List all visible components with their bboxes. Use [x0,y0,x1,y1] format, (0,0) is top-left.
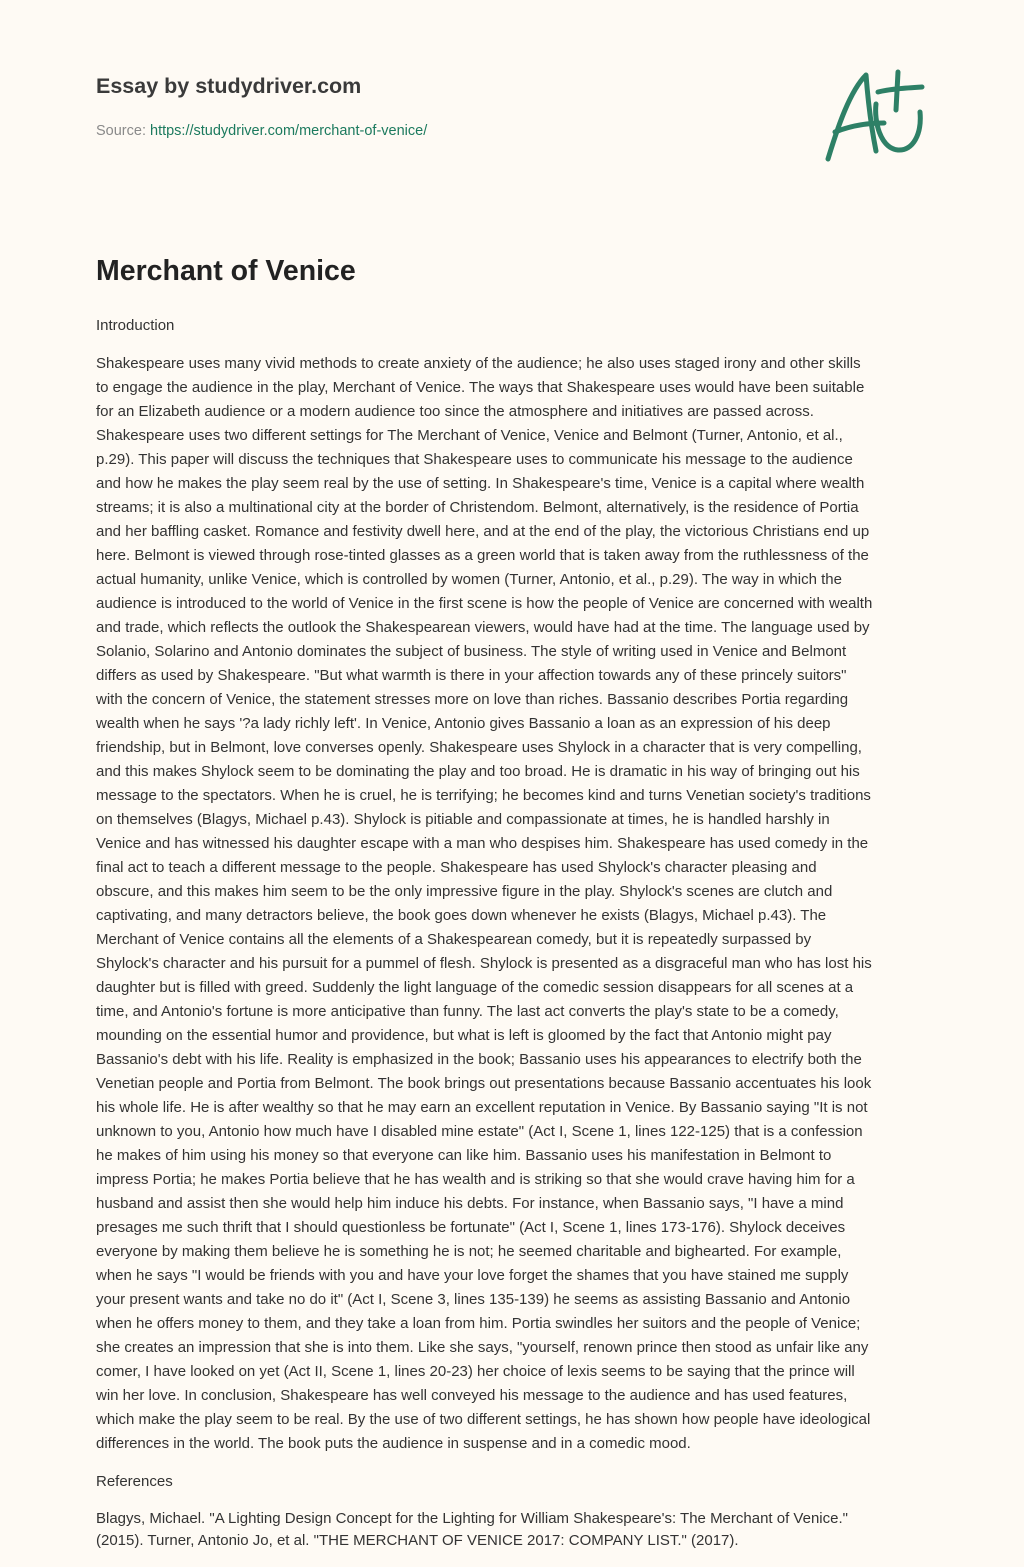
introduction-heading: Introduction [96,317,175,334]
site-title: Essay by studydriver.com [96,74,362,98]
essay-title: Merchant of Venice [96,255,356,287]
source-link[interactable]: https://studydriver.com/merchant-of-venice/ [150,123,428,139]
essay-body: Shakespeare uses many vivid methods to create anxiety of the audience; he also uses staged irony and other skills to engage the audience in the play, Merchant of Venice. The ways that Shakespeare uses would have been suitable for an Elizabeth audience or a modern audience too since the atmosphere and initiatives are passed across. Shakespeare uses two different settings for The Merchant of Venice, Venice and Belmont (Turner, Antonio, et al., p.29). This paper will discuss the techniques that Shakespeare uses to communicate his message to the audience and how he makes the play seem real by the use of setting. In Shakespeare's time, Venice is a capital where wealth streams; it is also a multinational city at the border of Christendom. Belmont, alternatively, is the residence of Portia and her baffling casket. Romance and festivity dwell here, and at the end of the play, the victorious Christians end up here. Belmont is viewed through rose-tinted glasses as a green world that is taken away from the ruthlessness of the actual humanity, unlike Venice, which is controlled by women (Turner, Antonio, et al., p.29). The way in which the audience is introduced to the world of Venice in the first scene is how the people of Venice are concerned with wealth and trade, which reflects the outlook the Shakespearean viewers, would have had at the time. The language used by Solanio, Solarino and Antonio dominates the subject of business. The style of writing used in Venice and Belmont differs as used by Shakespeare. "But what warmth is there in your affection towards any of these princely suitors" with the concern of Venice, the statement stresses more on love than riches. Bassanio describes Portia regarding wealth when he says '?a lady richly left'. In Venice, Antonio gives Bassanio a loan as an expression of his deep friendship, but in Belmont, love converses openly. Shakespeare uses Shylock in a character that is very compelling, and this makes Shylock seem to be dominating the play and too broad. He is dramatic in his way of bringing out his message to the spectators. When he is cruel, he is terrifying; he becomes kind and turns Venetian society's traditions on themselves (Blagys, Michael p.43). Shylock is pitiable and compassionate at times, he is handled harshly in Venice and has witnessed his daughter escape with a man who despises him. Shakespeare has used comedy in the final act to teach a different message to the people. Shakespeare has used Shylock's character pleasing and obscure, and this makes him seem to be the only impressive figure in the play. Shylock's scenes are clutch and captivating, and many detractors believe, the book goes down whenever he exists (Blagys, Michael p.43). The Merchant of Venice contains all the elements of a Shakespearean comedy, but it is repeatedly surpassed by Shylock's character and his pursuit for a pummel of flesh. Shylock is presented as a disgraceful man who has lost his daughter but is filled with greed. Suddenly the light language of the comedic session disappears for all scenes at a time, and Antonio's fortune is more anticipative than funny. The last act converts the play's state to be a comedy, mounding on the essential humor and providence, but what is left is gloomed by the fact that Antonio might pay Bassanio's debt with his life. Reality is emphasized in the book; Bassanio uses his appearances to electrify both the Venetian people and Portia from Belmont. The book brings out presentations because Bassanio accentuates his look his whole life. He is after wealthy so that he may earn an excellent reputation in Venice. By Bassanio saying "It is not unknown to you, Antonio how much have I disabled mine estate" (Act I, Scene 1, lines 122-125) that is a confession he makes of him using his money so that everyone can like him. Bassanio uses his manifestation in Belmont to impress Portia; he makes Portia believe that he has wealth and is striking so that she would crave having him for a husband and assist then she would help him induce his debts. For instance, when Bassanio says, "I have a mind presages me such thrift that I should questionless be fortunate" (Act I, Scene 1, lines 173-176). Shylock deceives everyone by making them believe he is something he is not; he seemed charitable and bighearted. For example, when he says "I would be friends with you and have your love forget the shames that you have stained me supply your present wants and take no do it" (Act I, Scene 3, lines 135-139) he seems as assisting Bassanio and Antonio when he offers money to them, and they take a loan from him. Portia swindles her suitors and the people of Venice; she creates an impression that she is into them. Like she says, "yourself, renown prince then stood as unfair like any comer, I have looked on yet (Act II, Scene 1, lines 20-23) her choice of lexis seems to be saying that the prince will win her love. In conclusion, Shakespeare has well conveyed his message to the audience and has used features, which make the play seem to be real. By the use of two different settings, he has shown how people have ideological differences in the world. The book puts the audience in suspense and in a comedic mood. [96,355,873,1452]
source-line [96,123,427,139]
source-label: Source: [96,123,150,139]
references-list: Blagys, Michael. "A Lighting Design Concept for the Lighting for William Shakespeare's: The Merchant of Venice." (2015). Turner, Antonio Jo, et al. "THE MERCHANT OF VENICE 2017: COMPANY LIST." (2017). [96,1510,848,1549]
essay-content [96,316,928,1552]
references-heading: References [96,1473,173,1490]
a-plus-logo-icon [818,66,928,166]
